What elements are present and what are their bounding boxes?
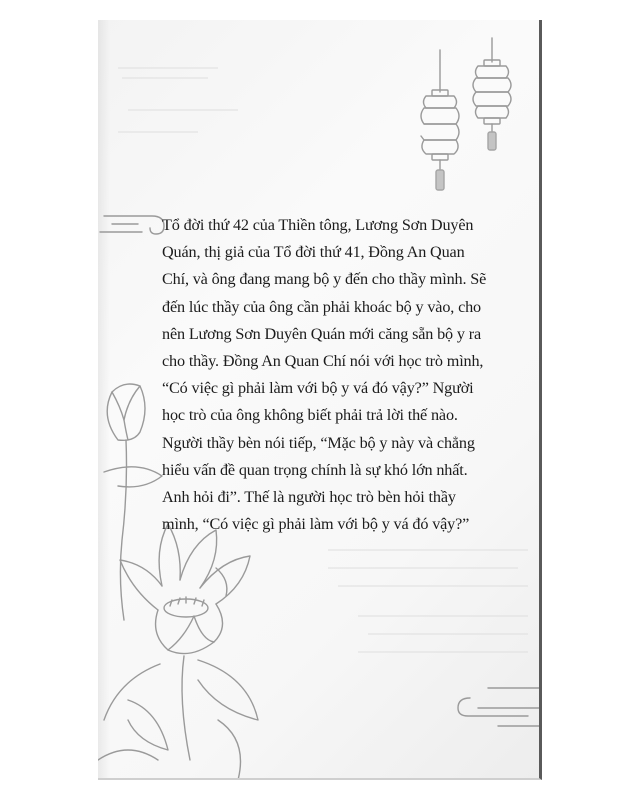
text-line: Chí, và ông đang mang bộ y đến cho thầy mình. Sẽ: [162, 270, 487, 289]
text-line: Người thầy bèn nói tiếp, “Mặc bộ y này và chẳng: [162, 433, 475, 452]
book-page: [98, 20, 542, 780]
text-line: Anh hỏi đi”. Thế là người học trò bèn hỏi thầy: [162, 488, 456, 507]
text-line: đến lúc thầy của ông cần phải khoác bộ y vào, cho: [162, 297, 481, 316]
text-line: Tổ đời thứ 42 của Thiền tông, Lương Sơn Duyên: [162, 216, 474, 234]
hanging-lantern-right: [473, 38, 511, 150]
cloud-ornament-top: [100, 216, 164, 234]
hanging-lantern-left: [421, 50, 459, 190]
text-line: nên Lương Sơn Duyên Quán mới căng sẵn bộ y ra: [162, 324, 482, 343]
text-line: mình, “Có việc gì phải làm với bộ y vá đó vậy?”: [162, 515, 470, 534]
lotus-flower-illustration: [98, 524, 258, 780]
text-line: hiểu vấn đề quan trọng chính là sự khó lớn nhất.: [162, 460, 468, 479]
text-line: “Có việc gì phải làm với bộ y vá đó vậy?” Người: [162, 379, 474, 398]
text-line: học trò của ông không biết phải trả lời thế nào.: [162, 406, 458, 425]
cloud-ornament-bottom: [458, 688, 542, 726]
text-line: cho thầy. Đồng An Quan Chí nói với học trò mình,: [162, 352, 484, 371]
text-line: Quán, thị giả của Tổ đời thứ 41, Đồng An Quan: [162, 243, 465, 262]
body-paragraph: [162, 212, 502, 538]
